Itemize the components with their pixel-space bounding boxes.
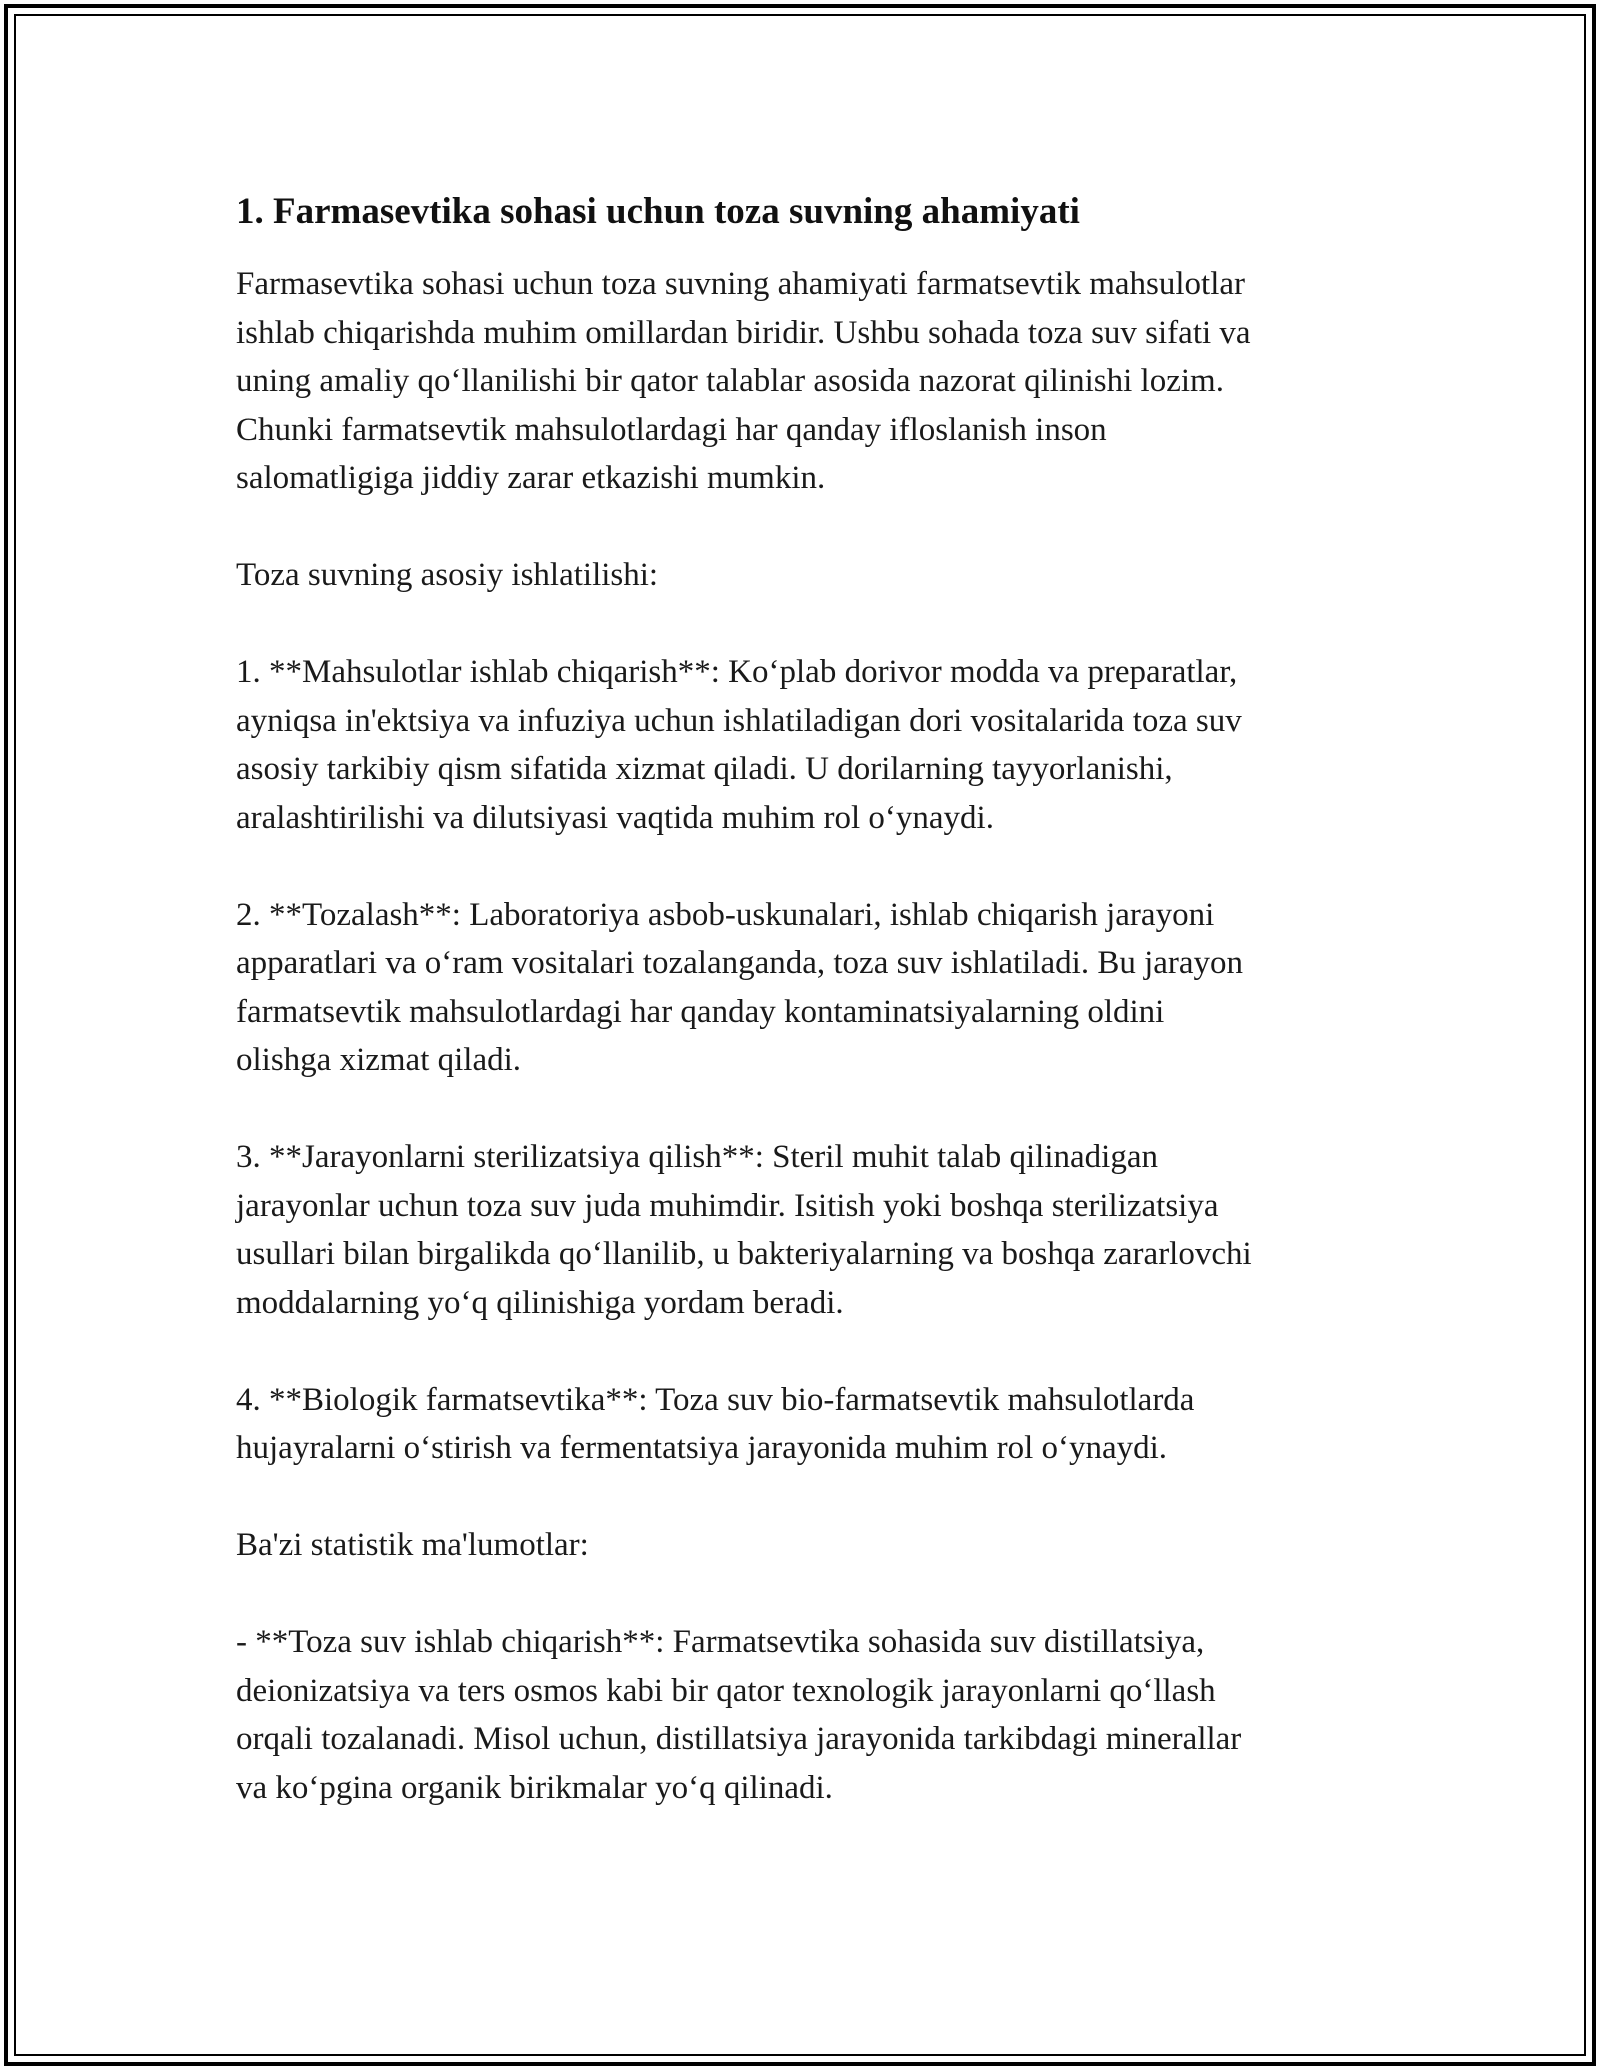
paragraph-gap <box>236 1327 1376 1376</box>
paragraph-gap <box>236 1085 1376 1134</box>
list-item-biologic: 4. **Biologik farmatsevtika**: Toza suv bio-farmatsevtik mahsulotlarda hujayralarni o‘stirish va fermentatsiya jarayonida muhim rol o‘ynaydi. <box>236 1381 1195 1466</box>
bullet-item-water-production: - **Toza suv ishlab chiqarish**: Farmatsevtika sohasida suv distillatsiya, deionizatsiya va ters osmos kabi bir qator texnologik jarayonlarni qo‘llash orqali tozalanadi. Misol uchun, distillatsiya jarayonida tarkibdagi minerallar va ko‘pgina organik birikmalar yo‘q qilinadi. <box>236 1624 1242 1806</box>
list-item-sterilization: 3. **Jarayonlarni sterilizatsiya qilish**: Steril muhit talab qilinadigan jarayonlar uchun toza suv juda muhimdir. Isitish yoki boshqa sterilizatsiya usullari bilan birgalikda qo‘llanilib, u bakteriyalarning va boshqa zararlovchi moddalarning yo‘q qilinishiga yordam beradi. <box>236 1139 1252 1321</box>
list-item-production: 1. **Mahsulotlar ishlab chiqarish**: Ko‘plab dorivor modda va preparatlar, ayniqsa in'ektsiya va infuziya uchun ishlatiladigan dori vositalarida toza suv asosiy tarkibiy qism sifatida xizmat qiladi. U dorilarning tayyorlanishi, aralashtirilishi va dilutsiyasi vaqtida muhim rol o‘ynaydi. <box>236 654 1242 836</box>
statistics-heading-paragraph: Ba'zi statistik ma'lumotlar: <box>236 1527 589 1563</box>
paragraph-gap <box>236 503 1376 552</box>
document-title: 1. Farmasevtika sohasi uchun toza suvning ahamiyati <box>236 191 1080 232</box>
list-item-cleaning: 2. **Tozalash**: Laboratoriya asbob-uskunalari, ishlab chiqarish jarayoni apparatlari va o‘ram vositalari tozalanganda, toza suv ishlatiladi. Bu jarayon farmatsevtik mahsulotlardagi har qanday kontaminatsiyalarning oldini olishga xizmat qiladi. <box>236 896 1244 1078</box>
paragraph-gap <box>236 842 1376 891</box>
paragraph-gap <box>236 600 1376 649</box>
uses-heading-paragraph: Toza suvning asosiy ishlatilishi: <box>236 557 659 593</box>
paragraph-gap <box>236 1473 1376 1522</box>
paragraph-gap <box>236 1570 1376 1619</box>
intro-paragraph: Farmasevtika sohasi uchun toza suvning ahamiyati farmatsevtik mahsulotlar ishlab chiqarishda muhim omillardan biridir. Ushbu sohada toza suv sifati va uning amaliy qo‘llanilishi bir qator talablar asosida nazorat qilinishi lozim. Chunki farmatsevtik mahsulotlardagi har qanday ifloslanish inson salomatligiga jiddiy zarar etkazishi mumkin. <box>236 266 1251 496</box>
document-body <box>236 186 1376 1812</box>
